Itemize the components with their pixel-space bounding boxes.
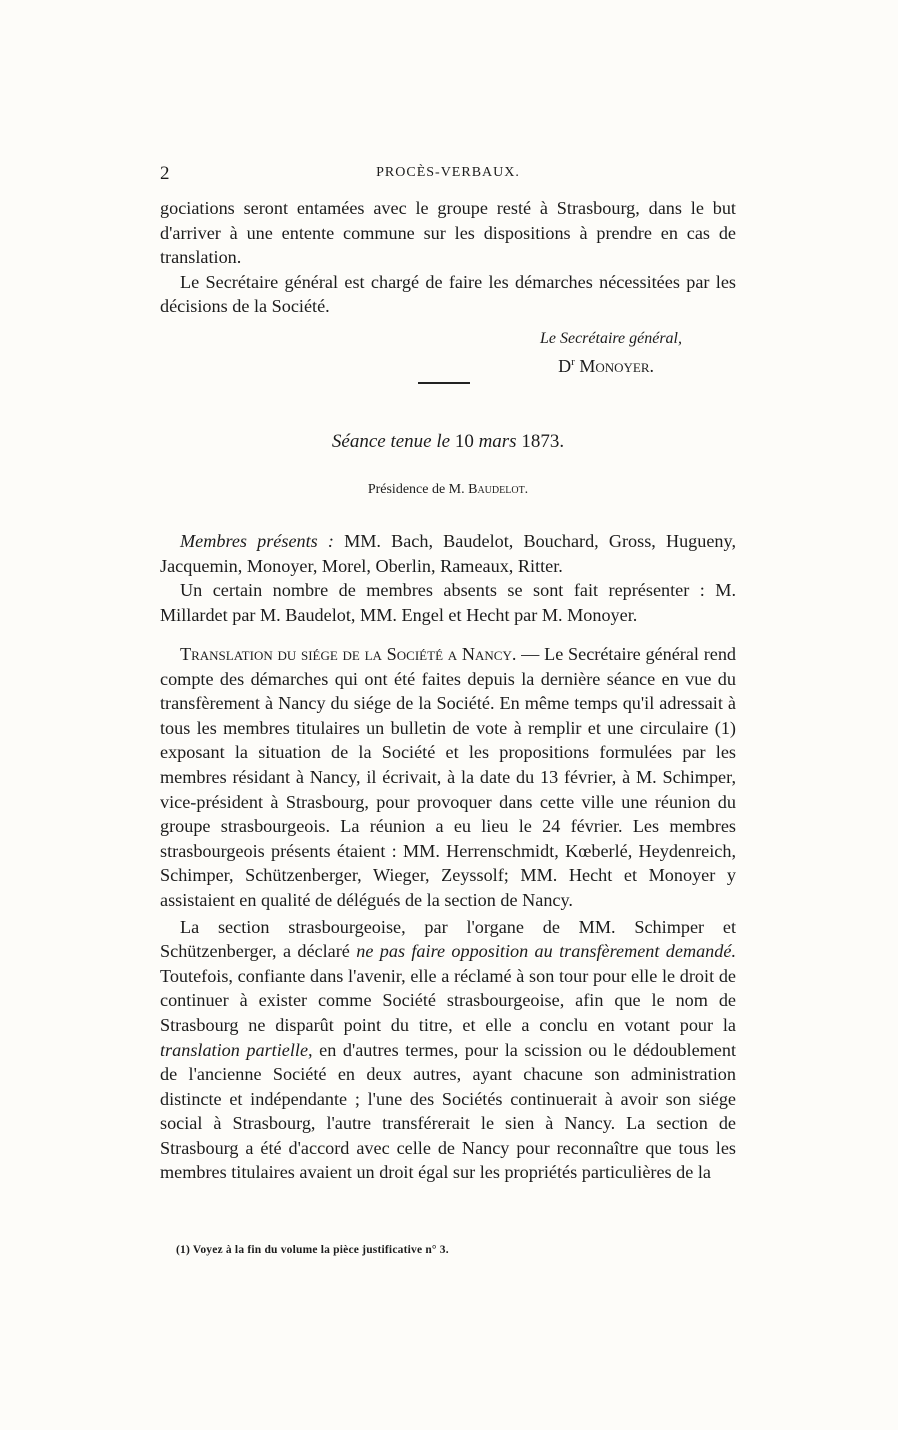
session-title-italic: Séance tenue le <box>331 431 451 452</box>
president-name: Baudelot. <box>468 482 529 497</box>
translation-section <box>160 642 736 1185</box>
signature-prefix-sup: r <box>571 356 575 368</box>
page-header <box>160 163 736 187</box>
opening-text <box>160 196 736 319</box>
session-month: mars <box>478 431 517 452</box>
presidency-label: Présidence de M. <box>367 482 465 497</box>
members-list: MM. Bach, Baudelot, Bouchard, Gross, Hugueny, Jacquemin, Monoyer, Morel, Oberlin, Rameaux, Ritter. <box>160 531 736 576</box>
members-represented: Un certain nombre de membres absents se sont fait représenter : M. Millardet par M. Baudelot, MM. Engel et Hecht par M. Monoyer. <box>160 580 736 625</box>
translation-body-2e: en d'autres termes, pour la scission ou le dédoublement de l'ancienne Société en deux autres, ayant chacune son administration distincte et indépendante ; l'une des Sociétés continuerait à avoir son siége social à Strasbourg, l'autre transférerait le sien à Nancy. La section de Strasbourg a été d'accord avec celle de Nancy pour reconnaître que tous les membres titulaires avaient un droit égal sur les propriétés particulières de la <box>160 1039 737 1183</box>
translation-body-2c: Toutefois, confiante dans l'avenir, elle a réclamé à son tour pour elle le droit de continuer à exister comme Société strasbourgeoise, afin que le nom de Strasbourg ne disparût point du titre, et elle a conclu en votant pour la <box>160 965 736 1035</box>
signature-block <box>160 328 736 378</box>
members-label: Membres présents : <box>180 531 334 551</box>
section-divider <box>418 382 470 384</box>
session-day: 10 <box>454 431 474 452</box>
translation-emphasis-1: ne pas faire opposition au transfèrement demandé. <box>356 941 736 962</box>
translation-heading: Translation du siége de la Société a Nancy. <box>180 644 517 664</box>
opening-paragraph: gociations seront entamées avec le groupe resté à Strasbourg, dans le but d'arriver à une entente commune sur les dispositions à prendre en cas de translation. <box>160 198 736 268</box>
session-title <box>160 431 736 453</box>
signature-name <box>160 350 736 378</box>
translation-paragraph-2 <box>160 915 736 1186</box>
translation-body-1: — Le Secrétaire général rend compte des démarches qui ont été faites depuis la dernière séance en vue du transfèrement à Nancy du siége de la Société. En même temps qu'il adressait à tous les membres titulaires un bulletin de vote à remplir et une circulaire (1) exposant la situation de la Société et les propositions formulées par les membres résidant à Nancy, il écrivait, à la date du 13 février, à M. Schimper, vice-président à Strasbourg, pour provoquer dans cette ville une réunion du groupe strasbourgeois. La réunion a eu lieu le 24 février. Les membres strasbourgeois présents étaient : MM. Herrenschmidt, Kœberlé, Heydenreich, Schimper, Schützenberger, Wieger, Zeyssolf; MM. Hecht et Monoyer y assistaient en qualité de délégués de la section de Nancy. <box>160 644 737 910</box>
signature-prefix: D <box>558 356 572 376</box>
page-number: 2 <box>160 163 170 184</box>
translation-body-2a: La section strasbourgeoise, par l'organe de MM. Schimper et Schützenberger, a déclaré <box>160 916 736 962</box>
members-section <box>160 529 736 627</box>
translation-paragraph-1 <box>160 642 736 913</box>
signature-title: Le Secrétaire général, <box>539 330 682 347</box>
secretary-name: Monoyer. <box>579 356 654 376</box>
session-year: 1873. <box>521 431 565 452</box>
footnote: (1) Voyez à la fin du volume la pièce justificative n° 3. <box>176 1244 449 1256</box>
members-present <box>160 529 736 578</box>
running-head: PROCÈS-VERBAUX. <box>376 165 520 180</box>
translation-emphasis-2: translation partielle, <box>160 1039 313 1060</box>
secretary-paragraph: Le Secrétaire général est chargé de faire les démarches nécessitées par les décisions de la Société. <box>160 271 736 317</box>
presidency-line <box>160 482 736 498</box>
